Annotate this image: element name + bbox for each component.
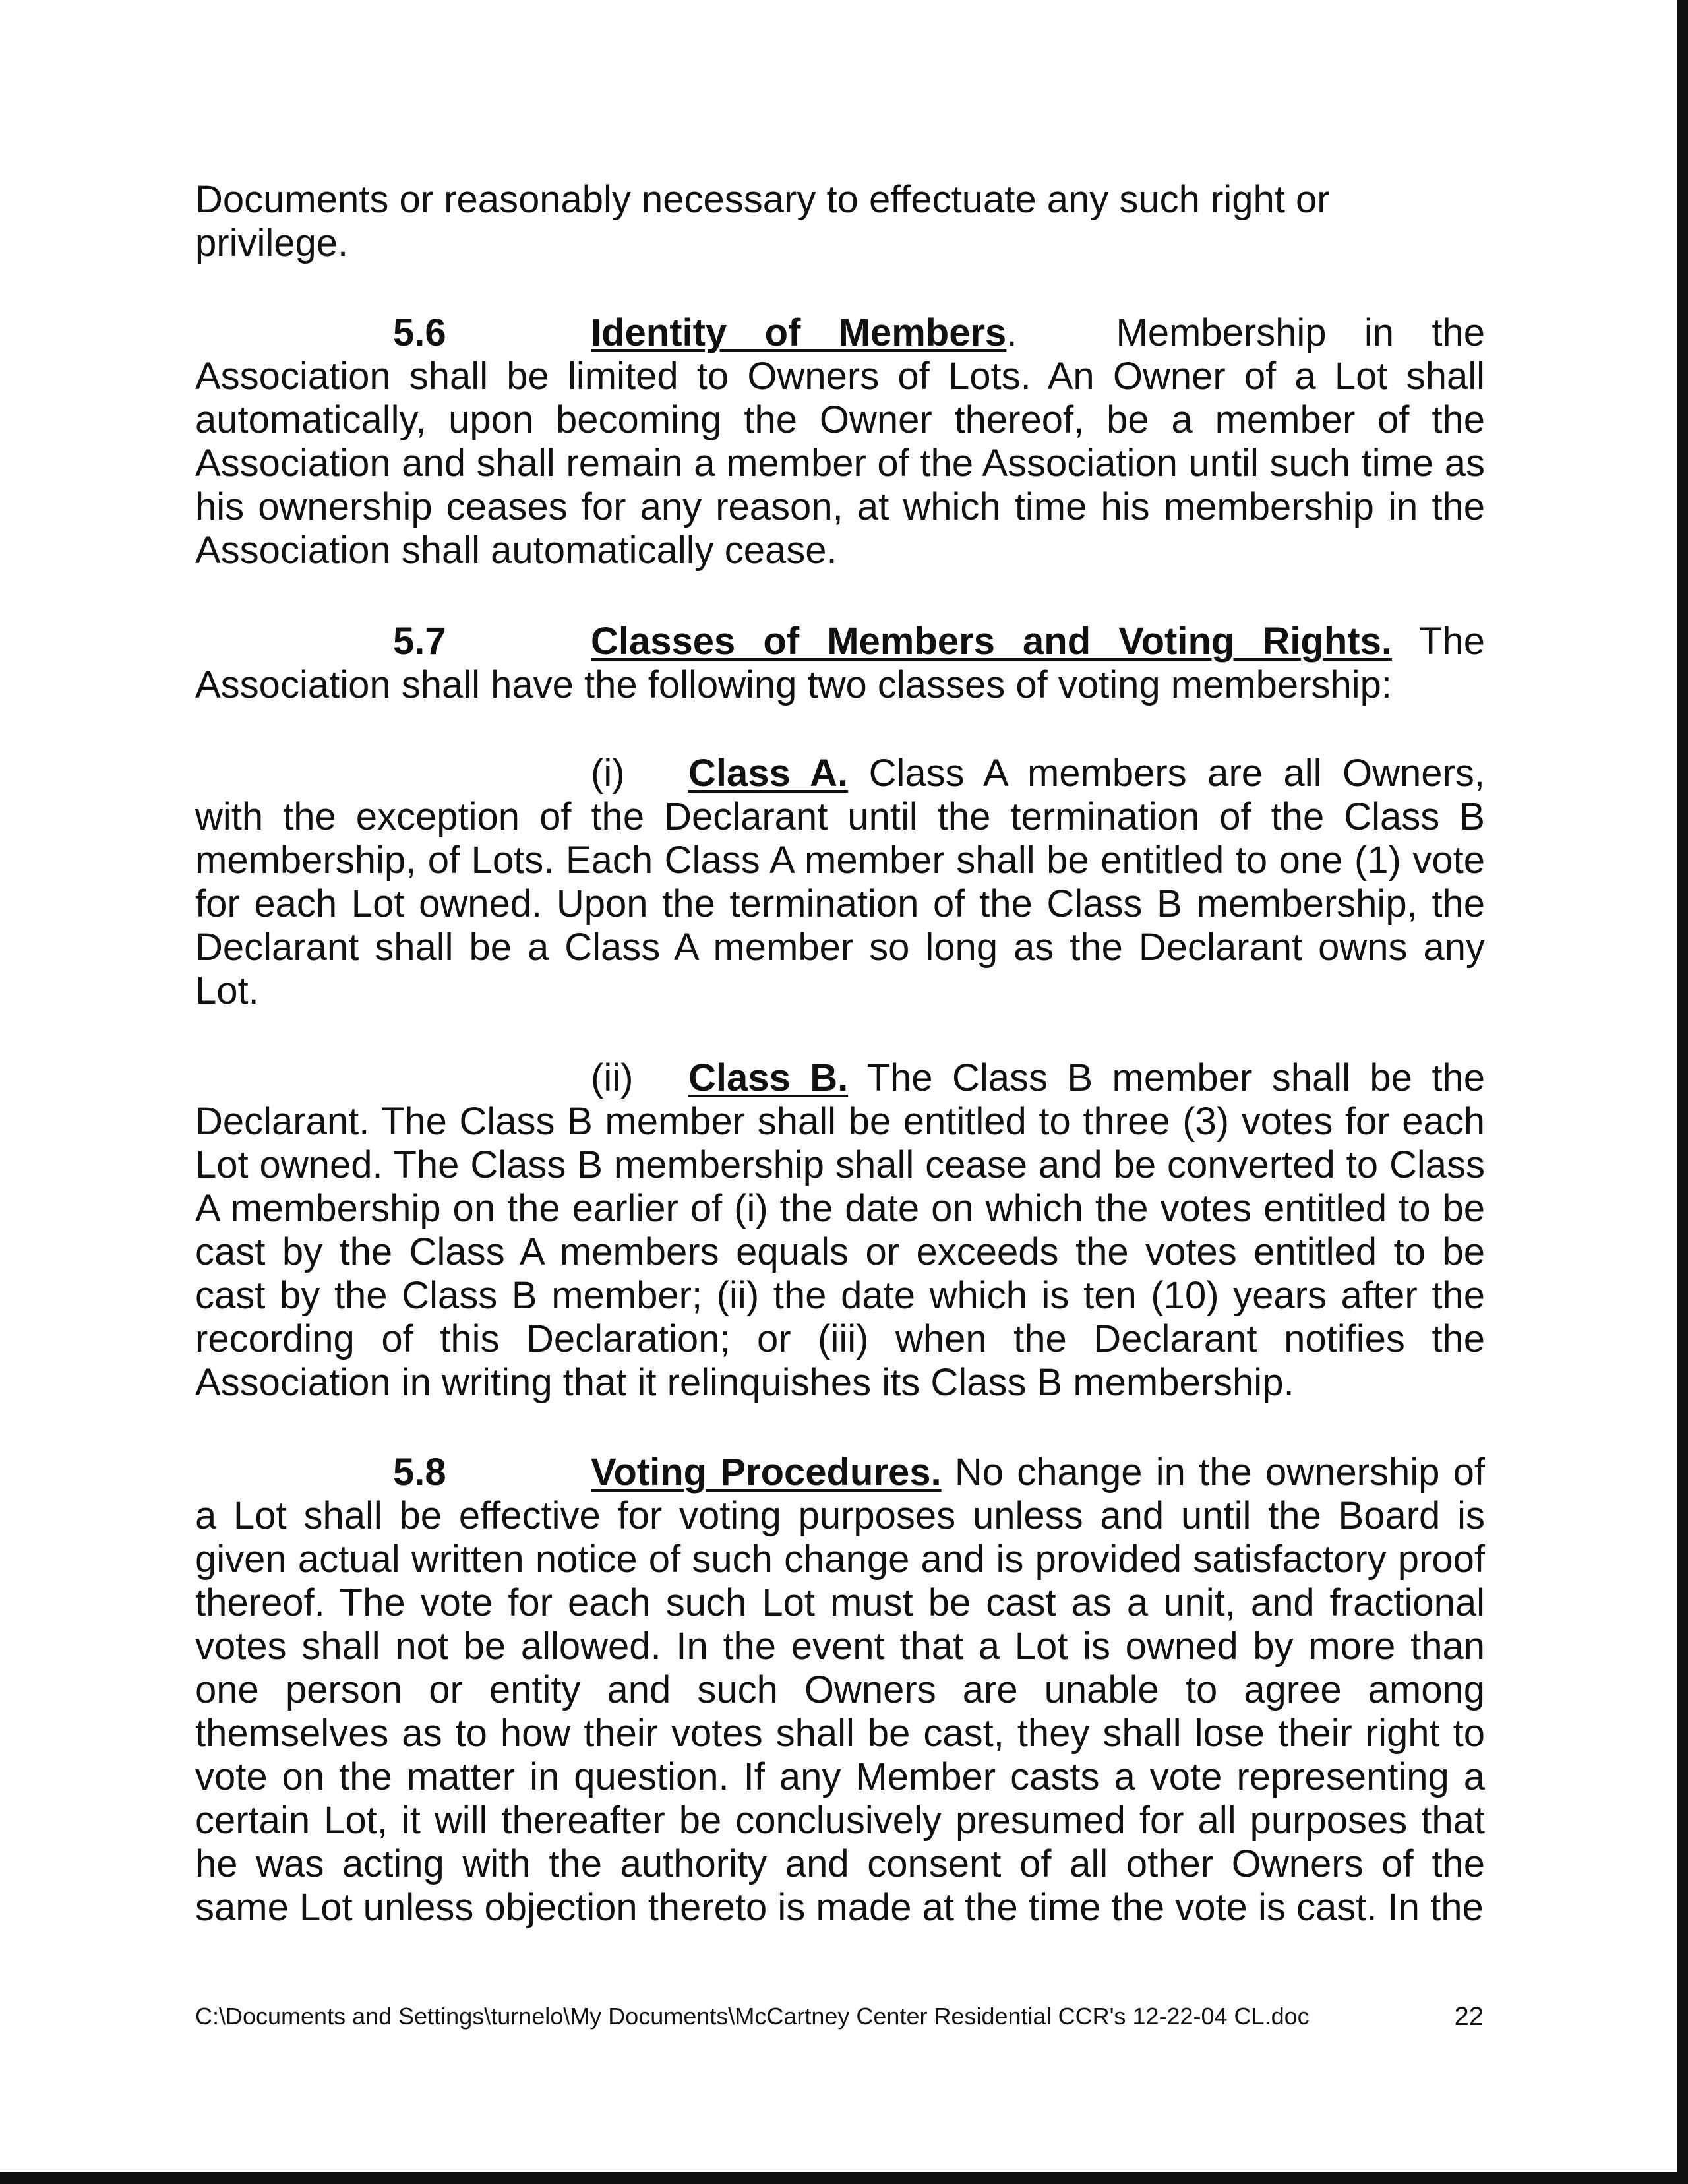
class-b-body: The Class B member shall be the Declarant. The Class B member shall be entitled to three (3) votes for each Lot owned. The Class B membership shall cease and be converted to Class A membership on the earlier of (i) the date on which the votes entitled to be cast by the Class A members equals or exceeds the votes entitled to be cast by the Class B member; (ii) the date which is ten (10) years after the recording of this Declaration; or (iii) when the Declarant notifies the Association in writing that it relinquishes its Class B membership. [195, 1056, 1485, 1404]
class-a-paragraph [195, 752, 1485, 1013]
section-5-6-paragraph [195, 311, 1485, 572]
class-b-marker: (ii) [591, 1056, 634, 1099]
section-5-7-number: 5.7 [393, 620, 446, 663]
footer-file-path: C:\Documents and Settings\turnelo\My Documents\McCartney Center Residential CCR's 12-22-04 CL.doc [195, 2003, 1310, 2030]
scan-border-bottom [0, 2172, 1688, 2184]
section-5-6-title: Identity of Members [591, 311, 1007, 354]
class-a-body: Class A members are all Owners, with the exception of the Declarant until the termination of the Class B membership, of Lots. Each Class A member shall be entitled to one (1) vote for each Lot owned. Upon the termination of the Class B membership, the Declarant shall be a Class A member so long as the Declarant owns any Lot. [195, 752, 1485, 1012]
section-5-6-title-punct: . [1006, 311, 1017, 354]
scan-border-right [1677, 0, 1688, 2184]
class-a-marker: (i) [591, 752, 625, 795]
continuation-text: Documents or reasonably necessary to effectuate any such right or privilege. [195, 178, 1330, 264]
class-b-paragraph [195, 1056, 1485, 1405]
section-5-7-paragraph [195, 620, 1485, 707]
section-5-8-number: 5.8 [393, 1451, 446, 1494]
section-5-8-body: No change in the ownership of a Lot shall be effective for voting purposes unless and until the Board is given actual written notice of such change and is provided satisfactory proof thereof. The vote for each such Lot must be cast as a unit, and fractional votes shall not be allowed. In the event that a Lot is owned by more than one person or entity and such Owners are unable to agree among themselves as to how their votes shall be cast, they shall lose their right to vote on the matter in question. If any Member casts a vote representing a certain Lot, it will thereafter be conclusively presumed for all purposes that he was acting with the authority and consent of all other Owners of the same Lot unless objection thereto is made at the time the vote is cast. In the [195, 1451, 1485, 1929]
section-5-7-body: The Association shall have the following two classes of voting membership: [195, 620, 1485, 706]
page-number: 22 [1454, 2002, 1484, 2031]
class-b-title: Class B. [688, 1056, 849, 1099]
section-5-7-title: Classes of Members and Voting Rights. [591, 620, 1392, 663]
section-5-8-title: Voting Procedures. [591, 1451, 942, 1494]
section-5-8-paragraph [195, 1451, 1485, 1929]
class-a-title: Class A. [688, 752, 849, 795]
continuation-paragraph [195, 178, 1485, 265]
section-5-6-body: Membership in the Association shall be limited to Owners of Lots. An Owner of a Lot shall automatically, upon becoming the Owner thereof, be a member of the Association and shall remain a member of the Association until such time as his ownership ceases for any reason, at which time his membership in the Association shall automatically cease. [195, 311, 1485, 572]
section-5-6-number: 5.6 [393, 311, 446, 354]
